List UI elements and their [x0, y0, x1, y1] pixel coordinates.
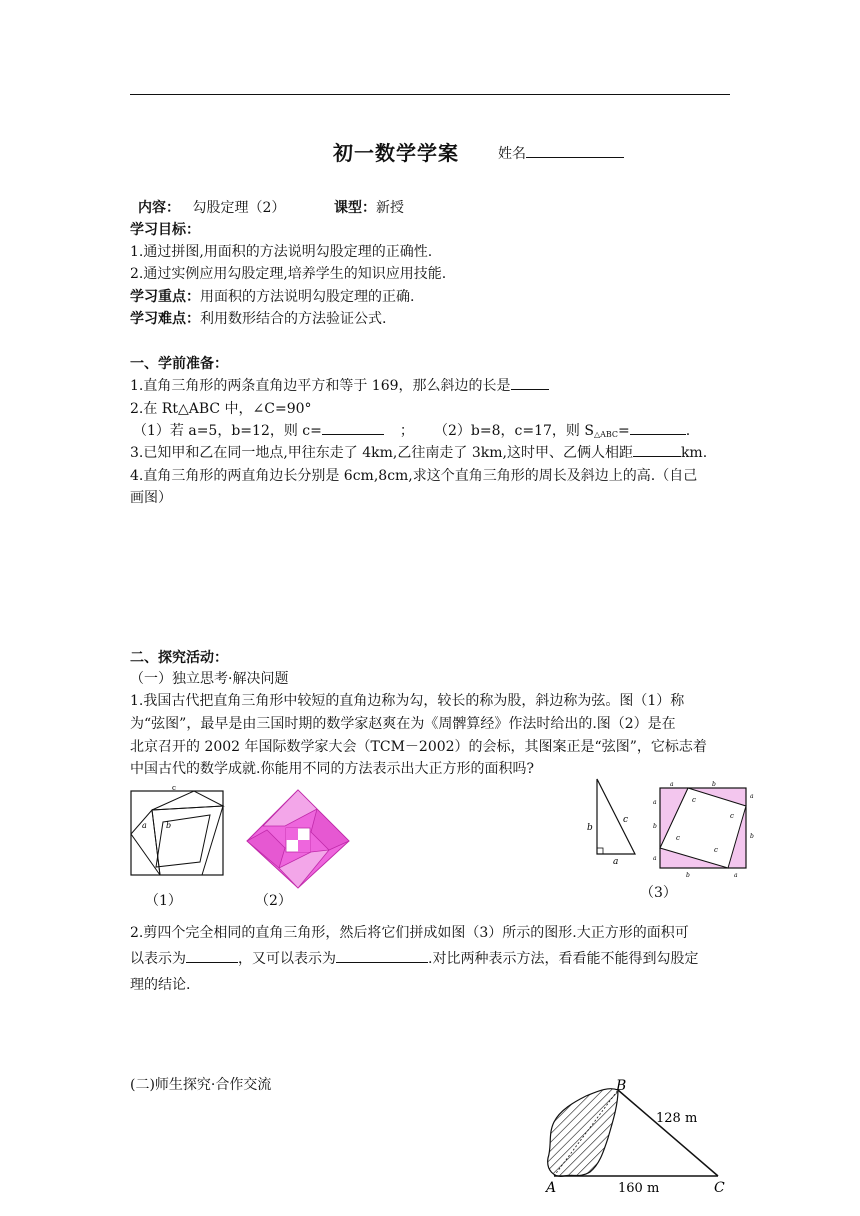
fig3-inner-c: c [692, 796, 696, 804]
fig1-label-c: c [172, 784, 176, 792]
content-label: 内容： [138, 200, 180, 216]
fig3-left-a2: a [653, 855, 657, 862]
explore-heading: 二、探究活动： [130, 650, 228, 666]
answer-blank[interactable] [630, 420, 686, 435]
label-bc-length: 128 m [656, 1111, 698, 1126]
goal-item: 2.通过实例应用勾股定理,培养学生的知识应用技能. [130, 266, 447, 282]
prep-q2b-dot: . [685, 423, 691, 439]
fig3-top-b: b [712, 781, 716, 788]
p2-text-a: 以表示为 [130, 951, 186, 967]
prep-q2a-end: ； [399, 423, 414, 439]
p2-text-b: ，又可以表示为 [238, 951, 336, 967]
explore-p2-line3: 理的结论. [130, 977, 191, 993]
explore-p1-line: 为“弦图”，最早是由三国时期的数学家赵爽在为《周髀算经》作法时给出的.图（2）是在 [130, 716, 676, 732]
explore-p1-line: 北京召开的 2002 年国际数学家大会（TCM－2002）的会标，其图案正是“弦图”，它标志着 [130, 739, 707, 755]
difficulty-text: 利用数形结合的方法验证公式. [200, 311, 387, 327]
fig3-inner-c: c [714, 846, 718, 854]
fig3-right-b: b [750, 833, 754, 840]
figure-2-diagram [245, 788, 351, 890]
key-point-label: 学习重点： [130, 289, 200, 305]
name-label-text: 姓名 [498, 146, 526, 162]
answer-blank[interactable] [633, 442, 681, 457]
content-value: 勾股定理（2） [192, 200, 286, 216]
difficulty [130, 308, 386, 328]
answer-blank[interactable] [322, 420, 384, 435]
fig3-top-a: a [670, 781, 674, 788]
answer-blank[interactable] [336, 948, 428, 963]
fig1-label-a: a [142, 821, 147, 830]
explore-p1-line: 1.我国古代把直角三角形中较短的直角边称为勾，较长的称为股，斜边称为弦。图（1）称 [130, 693, 685, 709]
name-label [498, 143, 624, 163]
prep-q4-line2: 画图） [130, 490, 172, 506]
name-blank[interactable] [526, 143, 624, 158]
explore-sub1: （一）独立思考·解决问题 [130, 671, 289, 687]
prep-q4-line1: 4.直角三角形的两直角边长分别是 6cm,8cm,求这个直角三角形的周长及斜边上的高.（自己 [130, 468, 698, 484]
p2-text-c: .对比两种表示方法，看看能不能得到勾股定 [428, 951, 699, 967]
fig3-inner-c: c [676, 834, 680, 842]
fig3-inner-c: c [730, 812, 734, 820]
prep-q3 [130, 442, 707, 462]
fig3-label-a: a [613, 857, 619, 866]
prep-q2b [434, 420, 690, 440]
answer-blank[interactable] [511, 375, 549, 390]
figure-3-square [652, 778, 756, 880]
prep-q2a-text: （1）若 a=5，b=12，则 c= [133, 423, 322, 439]
explore-p2-line: 2.剪四个完全相同的直角三角形，然后将它们拼成如图（3）所示的图形.大正方形的面积可 [130, 925, 689, 941]
key-point [130, 286, 414, 306]
type-label: 课型： [334, 200, 376, 216]
prep-q2b-end: = [618, 423, 630, 439]
figure-1-diagram [128, 782, 226, 880]
explore-p2-line2 [130, 948, 698, 968]
fig3-label-b: b [587, 823, 593, 833]
answer-blank[interactable] [186, 948, 238, 963]
fig3-bottom-b: b [686, 872, 690, 879]
fig3-right-a: a [750, 793, 754, 800]
type-row [334, 197, 404, 217]
prep-q2: 2.在 Rt△ABC 中，∠C=90° [130, 401, 312, 417]
page-title: 初一数学学案 [333, 141, 459, 165]
fig1-label-b: b [166, 821, 172, 830]
goal-item: 1.通过拼图,用面积的方法说明勾股定理的正确性. [130, 244, 433, 260]
goals-heading: 学习目标： [130, 222, 200, 238]
prep-q3-text: 3.已知甲和乙在同一地点,甲往东走了 4km,乙往南走了 3km,这时甲、乙俩人相距 [130, 445, 633, 461]
prep-q2a [133, 420, 414, 440]
figure-1-caption: （1） [145, 893, 182, 909]
prep-heading: 一、学前准备： [130, 356, 228, 372]
prep-q2b-sub: △ABC [593, 430, 619, 439]
prep-q1-text: 1.直角三角形的两条直角边平方和等于 169，那么斜边的长是 [130, 378, 511, 394]
fig3-bottom-a: a [734, 872, 738, 879]
explore-p1-line: 中国古代的数学成就.你能用不同的方法表示出大正方形的面积吗? [130, 761, 534, 777]
header-rule [130, 94, 730, 95]
figure-3-caption: （3） [640, 885, 677, 901]
lake-triangle-diagram [538, 1078, 738, 1196]
figure-3-triangle [583, 776, 643, 866]
fig3-left-b: b [653, 823, 657, 830]
label-B: B [616, 1078, 627, 1094]
prep-q2b-text: （2）b=8，c=17，则 S [434, 423, 594, 439]
key-point-text: 用面积的方法说明勾股定理的正确. [200, 289, 415, 305]
label-ac-length: 160 m [618, 1181, 660, 1196]
fig3-label-c: c [623, 815, 629, 825]
difficulty-label: 学习难点： [130, 311, 200, 327]
type-value: 新授 [376, 200, 404, 216]
explore-sub2: (二)师生探究·合作交流 [130, 1077, 272, 1093]
prep-q3-unit: km. [680, 445, 708, 461]
label-A: A [546, 1180, 557, 1196]
label-C: C [714, 1180, 725, 1196]
meta-row [138, 197, 285, 217]
prep-q1 [130, 375, 549, 395]
figure-2-caption: （2） [255, 893, 292, 909]
fig3-left-a: a [653, 799, 657, 806]
